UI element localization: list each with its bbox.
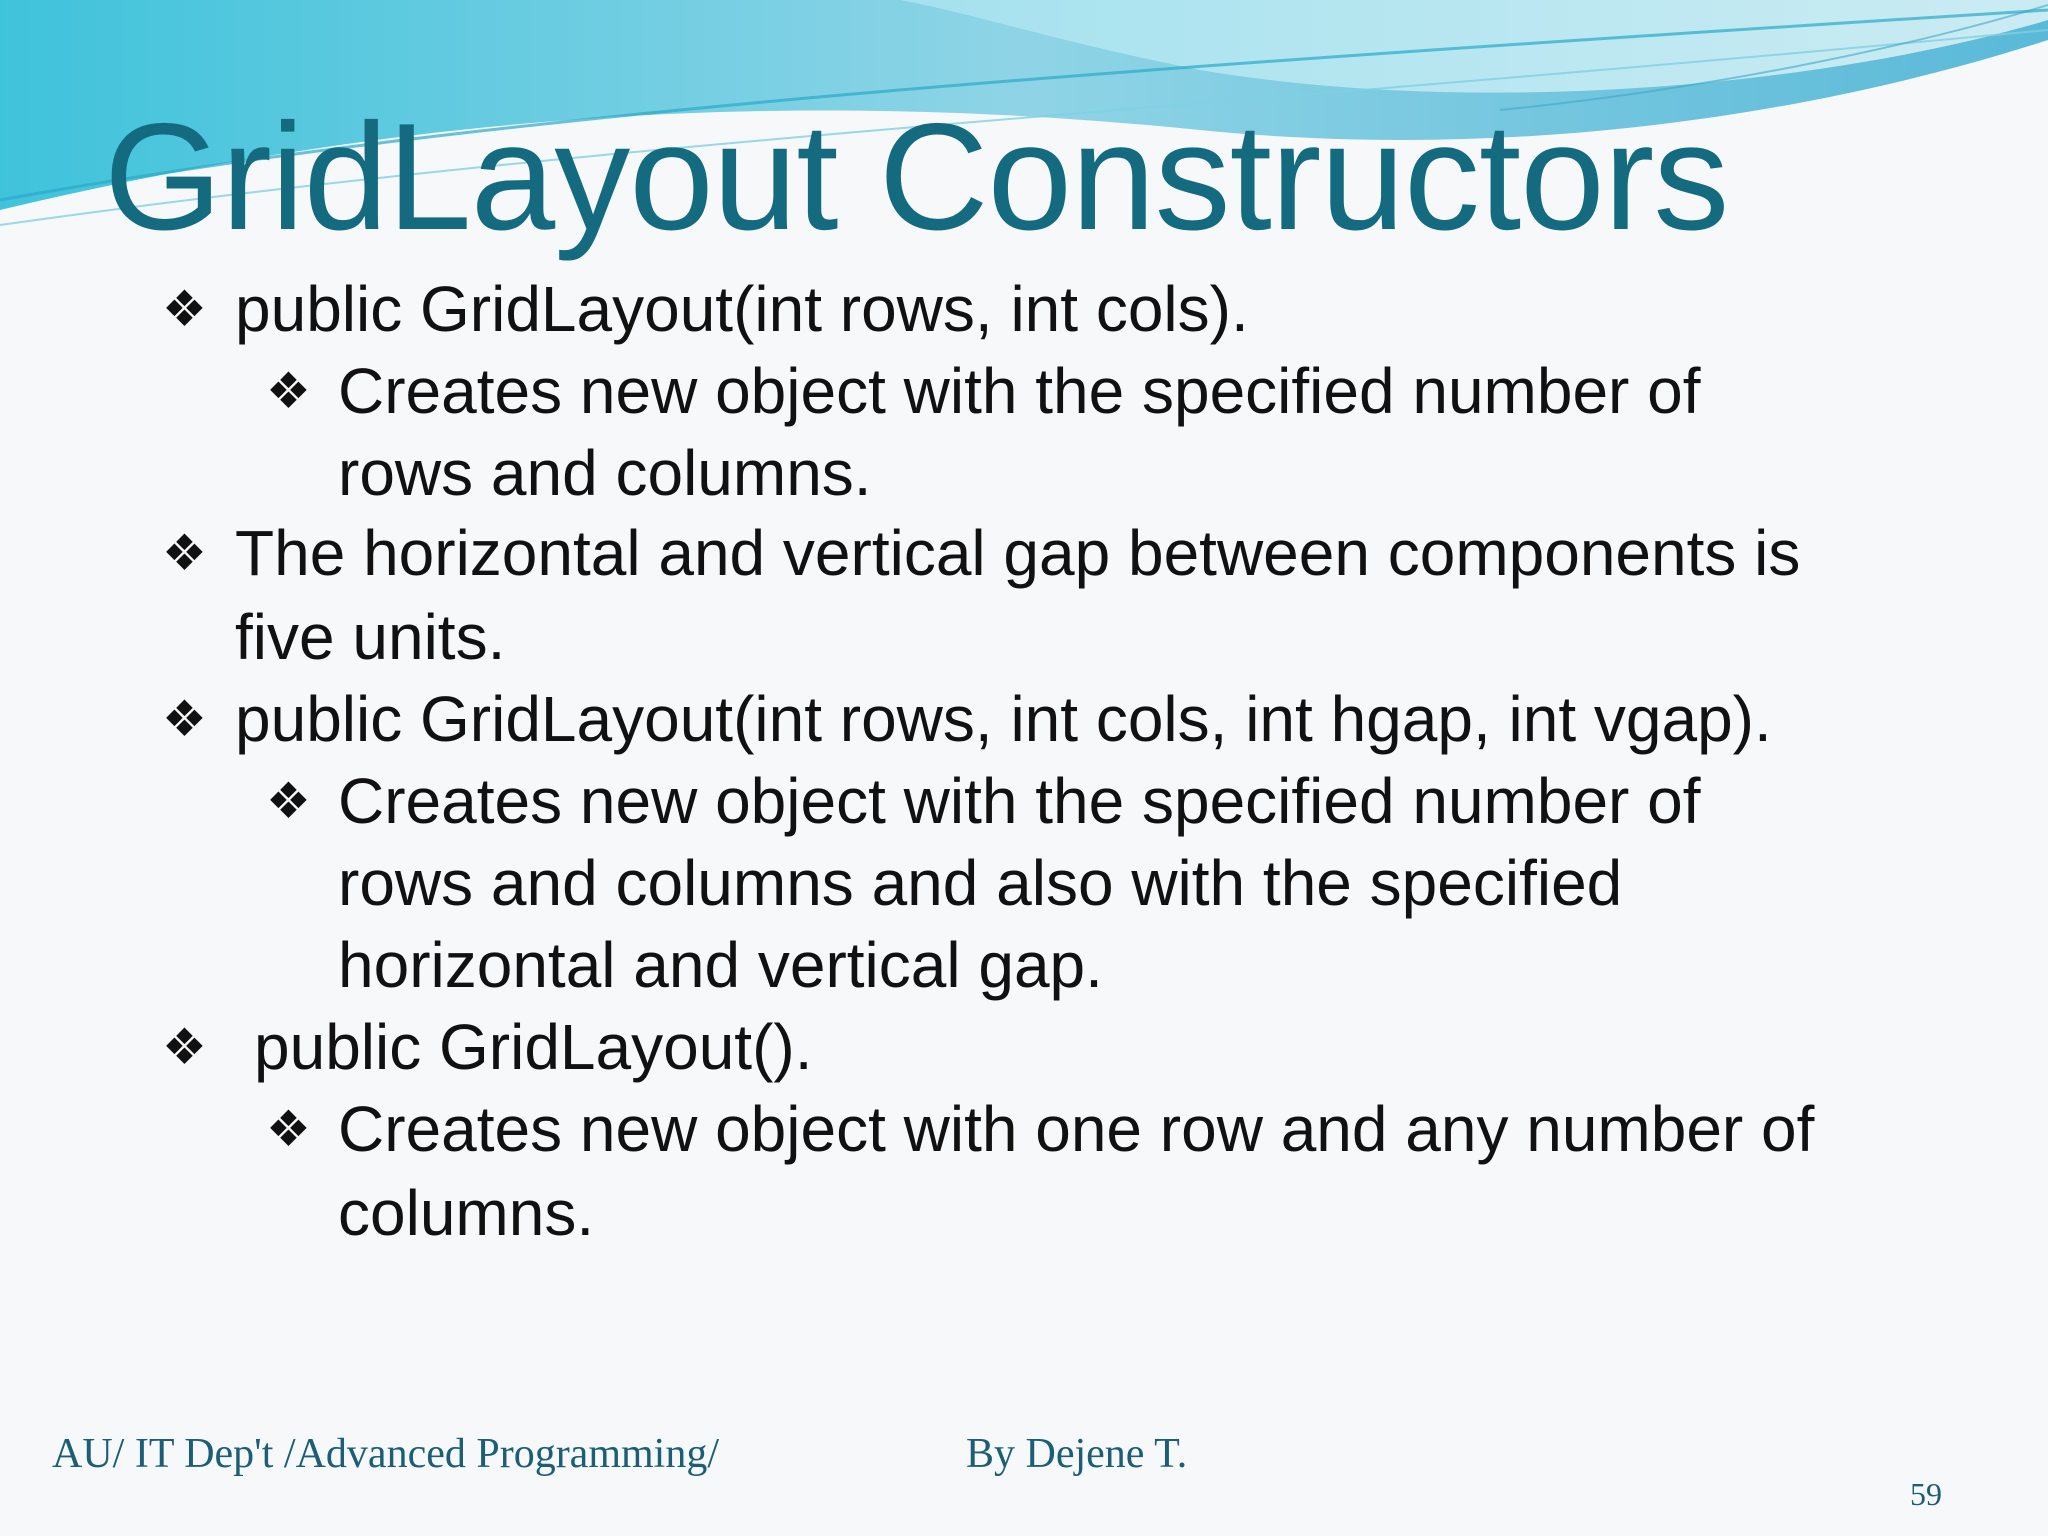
footer-course: AU/ IT Dep't /Advanced Programming/ [52, 1431, 719, 1477]
diamond-bullet-icon: ❖ [162, 691, 207, 747]
bullet-text-line: public GridLayout(int rows, int cols, int hgap, int vgap). [235, 683, 1772, 755]
diamond-bullet-icon: ❖ [162, 525, 207, 581]
bullet-text-line: public GridLayout(int rows, int cols). [235, 273, 1249, 345]
bullet-text-line: columns. [338, 1177, 595, 1249]
diamond-bullet-icon: ❖ [266, 773, 311, 829]
bullet-text-line: Creates new object with the specified number of [338, 355, 1701, 427]
bullet-text-line: horizontal and vertical gap. [338, 929, 1103, 1001]
diamond-bullet-icon: ❖ [266, 363, 311, 419]
bullet-text-line: public GridLayout(). [254, 1011, 813, 1083]
bullet-text-line: Creates new object with the specified number of [338, 765, 1701, 837]
diamond-bullet-icon: ❖ [162, 1019, 207, 1075]
page-number: 59 [1910, 1476, 1942, 1512]
bullet-text-line: five units. [235, 601, 506, 673]
footer-author: By Dejene T. [966, 1431, 1188, 1477]
diamond-bullet-icon: ❖ [266, 1101, 311, 1157]
bullet-text-line: The horizontal and vertical gap between components is [235, 517, 1801, 589]
bullet-text-line: rows and columns and also with the specified [338, 847, 1623, 919]
bullet-text-line: rows and columns. [338, 437, 872, 509]
slide-title: GridLayout Constructors [104, 92, 1729, 262]
bullet-text-line: Creates new object with one row and any number of [338, 1093, 1815, 1165]
diamond-bullet-icon: ❖ [162, 281, 207, 337]
